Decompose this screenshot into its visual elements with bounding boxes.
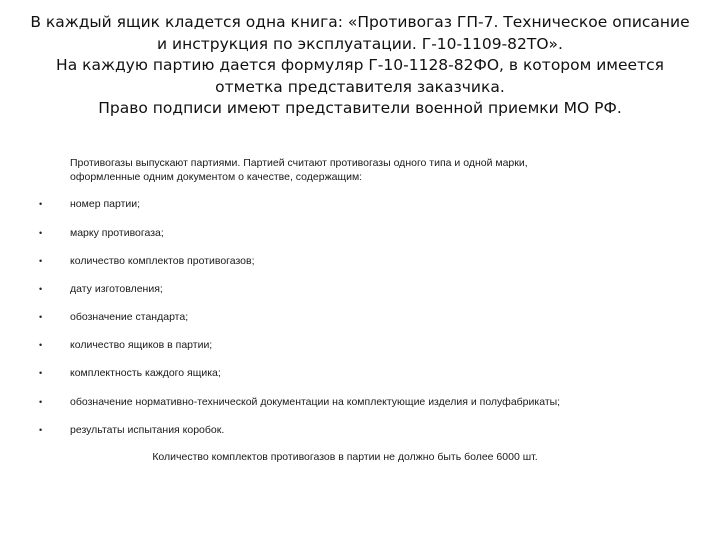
list-item-text: номер партии;	[70, 198, 141, 210]
heading-line: На каждую партию дается формуляр Г-10-1128-82ФО, в котором имеется	[56, 56, 664, 74]
list-item-text: марку противогаза;	[70, 227, 164, 239]
list-item	[0, 196, 720, 212]
bullet-icon: •	[39, 312, 43, 322]
list-item-text: количество ящиков в партии;	[70, 339, 213, 351]
list-item	[0, 337, 720, 353]
intro-line: оформленные одним документом о качестве, содержащим:	[70, 171, 363, 183]
list-item	[0, 253, 720, 269]
slide-heading	[30, 12, 690, 120]
heading-line: отметка представителя заказчика.	[215, 77, 505, 96]
bullet-icon: •	[39, 199, 43, 209]
bullet-icon: •	[39, 256, 43, 266]
bullet-icon: •	[39, 228, 43, 238]
list-item	[0, 422, 720, 438]
list-item-text: обозначение стандарта;	[70, 311, 189, 323]
bullet-icon: •	[39, 368, 43, 378]
list-item-text: количество комплектов противогазов;	[70, 255, 255, 267]
heading-line: Право подписи имеют представители военной приемки МО РФ.	[98, 99, 622, 117]
list-item-text: результаты испытания коробок.	[70, 424, 225, 436]
bullet-icon: •	[39, 284, 43, 294]
list-item	[0, 309, 720, 325]
bullet-icon: •	[39, 397, 43, 407]
list-item-text: дату изготовления;	[70, 283, 163, 295]
list-item-text: комплектность каждого ящика;	[70, 367, 221, 379]
intro-line: Противогазы выпускают партиями. Партией считают противогазы одного типа и одной марки,	[70, 157, 528, 169]
bullet-icon: •	[39, 340, 43, 350]
footer-note: Количество комплектов противогазов в партии не должно быть более 6000 шт.	[152, 451, 538, 463]
bullet-icon: •	[39, 425, 43, 435]
list-item	[0, 394, 720, 410]
heading-line: В каждый ящик кладется одна книга: «Противогаз ГП-7. Техническое описание	[30, 13, 690, 31]
list-item	[0, 365, 720, 381]
intro-paragraph	[70, 156, 670, 184]
list-item-text: обозначение нормативно-технической документации на комплектующие изделия и полуфабрикаты;	[70, 396, 561, 408]
list-item	[0, 281, 720, 297]
heading-line: и инструкция по эксплуатации. Г-10-1109-82ТО».	[157, 34, 563, 53]
list-item	[0, 225, 720, 241]
